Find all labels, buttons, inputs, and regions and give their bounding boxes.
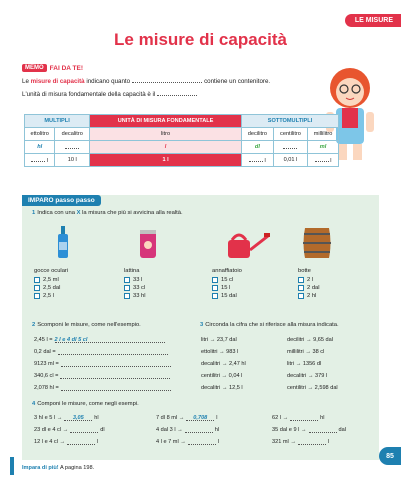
- checkbox[interactable]: [212, 277, 218, 283]
- ex3-item[interactable]: litri → 1356 dl: [287, 361, 322, 367]
- unit-name: millilitro: [308, 128, 339, 141]
- ex1-item: botte 2 l 2 dal 2 hl: [298, 268, 320, 299]
- ex3-item[interactable]: litri → 23,7 dal: [201, 337, 237, 343]
- memo-line-2: L'unità di misura fondamentale della capacità è il: [22, 90, 270, 99]
- unit-symbol: hl: [25, 141, 55, 154]
- ex1-item: annaffiatoio 15 cl 15 l 15 dal: [212, 268, 242, 299]
- header-multipli: MULTIPLI: [25, 115, 90, 128]
- unit-value: 0,01 l: [273, 154, 307, 167]
- ex2-rows: [34, 334, 171, 394]
- ex3-item[interactable]: decalitri → 2,47 hl: [201, 361, 246, 367]
- unit-name: ettolitro: [25, 128, 55, 141]
- unit-symbol-blank[interactable]: [55, 141, 90, 154]
- ex3-item[interactable]: millilitri → 38 cl: [287, 349, 325, 355]
- section-tag: LE MISURE: [345, 14, 401, 27]
- ex3-left: [201, 334, 246, 394]
- ex3-item[interactable]: decilitri → 9,65 dal: [287, 337, 334, 343]
- ex2-prompt: 2 Scomponi le misure, come nell'esempio.: [32, 322, 141, 328]
- checkbox[interactable]: [298, 293, 304, 299]
- ex2-row: 340,6 cl =: [34, 370, 171, 382]
- barrel-icon: [302, 226, 332, 260]
- checkbox[interactable]: [212, 285, 218, 291]
- unit-symbol: l: [90, 141, 242, 154]
- units-table: [24, 114, 339, 167]
- unit-value: 10 l: [55, 154, 90, 167]
- ex3-right: [287, 334, 338, 394]
- checkbox[interactable]: [298, 285, 304, 291]
- checkbox[interactable]: [212, 293, 218, 299]
- ex1-item: gocce oculari 2,5 ml 2,5 dal 2,5 l: [34, 268, 69, 299]
- footer-note: Impara di più! A pagina 198.: [22, 465, 95, 471]
- unit-name: litro: [90, 128, 242, 141]
- ex1-item: lattina 33 l 33 cl 33 hl: [124, 268, 146, 299]
- checkbox[interactable]: [124, 277, 130, 283]
- ex4-col-2: 7 dl 8 ml → 0,708 l 4 dal 3 l → hl 4 l e 7 ml → l: [156, 415, 220, 445]
- memo-badge: MEMO: [22, 64, 47, 72]
- ex1-prompt: 1 Indica con una X la misura che più si avvicina alla realtà.: [32, 210, 183, 216]
- memo-line-1: Le misure di capacità indicano quanto contiene un contenitore.: [22, 78, 271, 85]
- ex3-item[interactable]: centilitri → 0,04 l: [201, 373, 243, 379]
- section-heading: IMPARO passo passo: [22, 195, 101, 206]
- header-sottomultipli: SOTTOMULTIPLI: [241, 115, 338, 128]
- header-unita: UNITÀ DI MISURA FONDAMENTALE: [90, 115, 242, 128]
- ex4-col-1: 3 hl e 5 l → 3,05 hl 23 dl e 4 cl → dl 12 l e 4 cl → l: [34, 415, 105, 445]
- unit-symbol-blank[interactable]: [273, 141, 307, 154]
- page-number: 85: [379, 447, 401, 465]
- ex3-item[interactable]: decalitri → 12,5 l: [201, 385, 243, 391]
- footer-bar: [10, 457, 14, 475]
- checkbox[interactable]: [124, 293, 130, 299]
- ex2-row: 9123 ml =: [34, 358, 171, 370]
- unit-name: decalitro: [55, 128, 90, 141]
- unit-symbol: dl: [241, 141, 273, 154]
- ex2-row: 0,2 dal =: [34, 346, 171, 358]
- ex4-col-3: 62 l → hl 35 dal e 9 l → dal 321 ml → l: [272, 415, 346, 445]
- unit-symbol: ml: [308, 141, 339, 154]
- can-icon: [139, 228, 157, 260]
- ex3-item[interactable]: decalitri → 379 l: [287, 373, 328, 379]
- memo-blank-2[interactable]: [157, 90, 197, 96]
- ex3-item[interactable]: ettolitri → 983 l: [201, 349, 239, 355]
- unit-value[interactable]: l: [25, 154, 55, 167]
- ex4-prompt: 4 Componi le misure, come negli esempi.: [32, 401, 139, 407]
- checkbox[interactable]: [34, 293, 40, 299]
- memo-blank-1[interactable]: [132, 77, 202, 83]
- page-title: Le misure di capacità: [114, 30, 287, 49]
- ex3-prompt: 3 Circonda la cifra che si riferisce alla misura indicata.: [200, 322, 339, 328]
- unit-value[interactable]: l: [308, 154, 339, 167]
- memo-box: [22, 64, 270, 103]
- unit-value: 1 l: [90, 154, 242, 167]
- unit-name: decilitro: [241, 128, 273, 141]
- unit-name: centilitro: [273, 128, 307, 141]
- checkbox[interactable]: [34, 285, 40, 291]
- checkbox[interactable]: [34, 277, 40, 283]
- eye-drops-icon: [56, 226, 70, 260]
- checkbox[interactable]: [124, 285, 130, 291]
- ex2-row: 2,45 l = 2 l e 4 dl 5 cl: [34, 334, 171, 346]
- unit-value[interactable]: l: [241, 154, 273, 167]
- watering-can-icon: [218, 230, 270, 260]
- ex2-row: 2,078 hl =: [34, 382, 171, 394]
- memo-label: FAI DA TE!: [49, 64, 84, 72]
- checkbox[interactable]: [298, 277, 304, 283]
- ex3-item[interactable]: centilitri → 2,598 dal: [287, 385, 338, 391]
